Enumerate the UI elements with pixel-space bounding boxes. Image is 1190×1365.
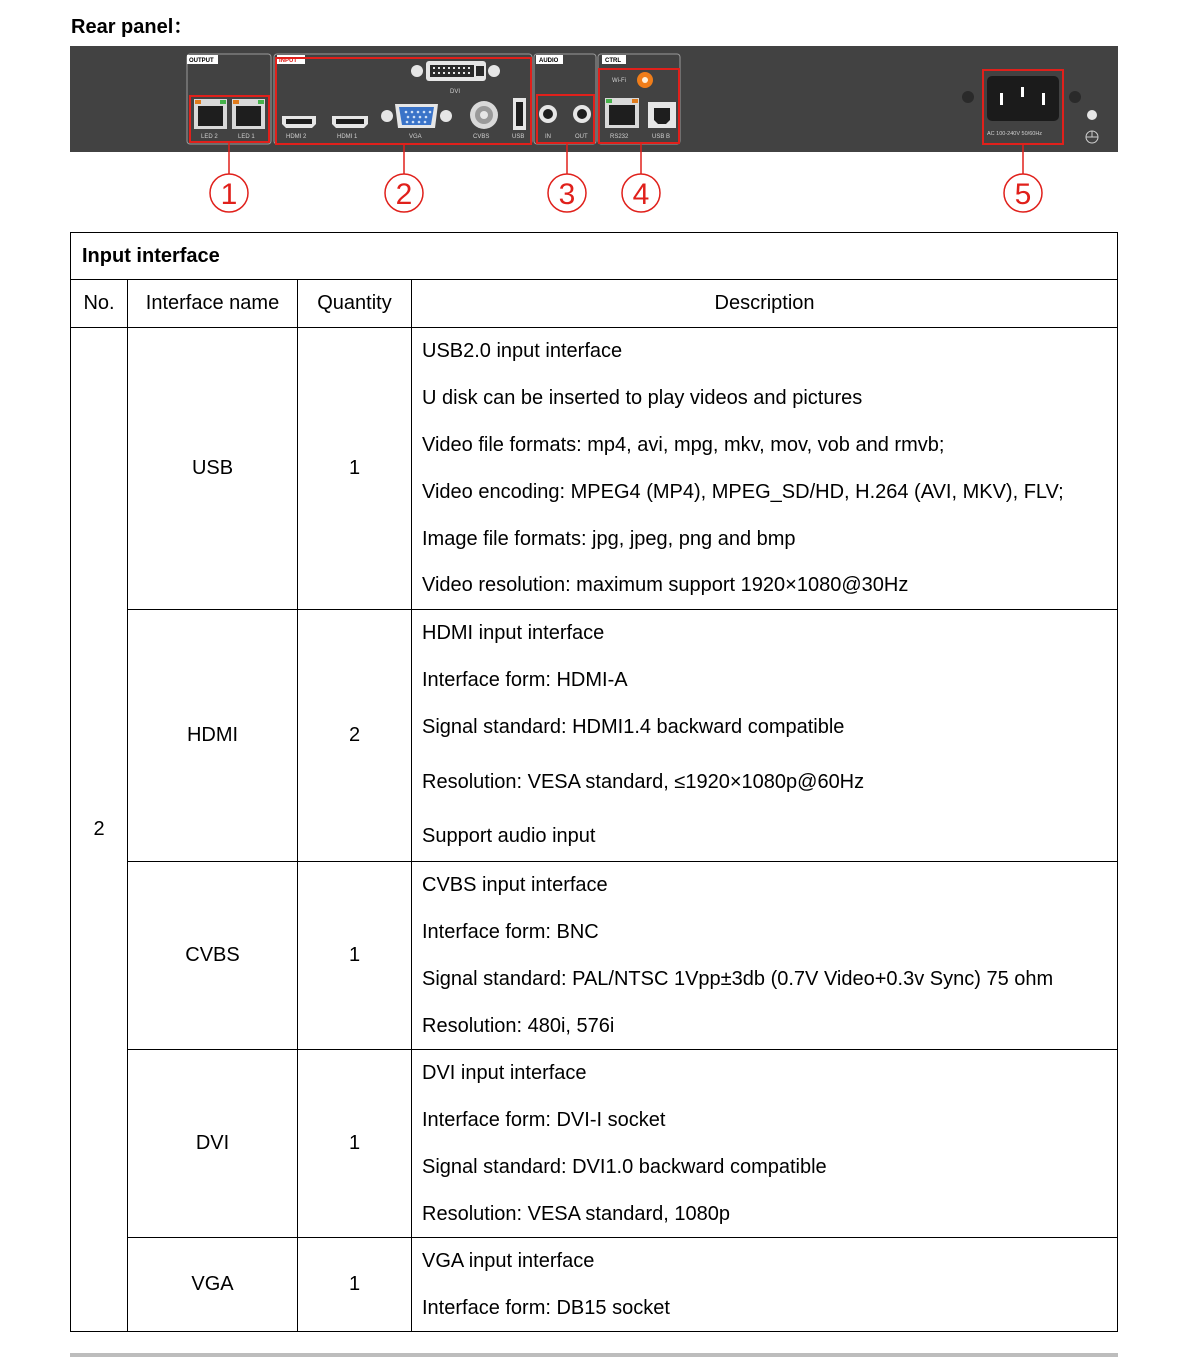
rs232-port — [605, 98, 639, 128]
header-quantity: Quantity — [298, 280, 412, 328]
usb-b-label: USB B — [652, 134, 671, 140]
description-line: Resolution: 480i, 576i — [422, 1014, 615, 1037]
no-cell: 2 — [71, 328, 128, 1332]
led1-port — [232, 99, 265, 129]
audio-out-port — [573, 105, 591, 123]
callout-4 — [622, 174, 660, 212]
rear-panel-illustration — [70, 46, 1118, 216]
description-line: Signal standard: PAL/NTSC 1Vpp±3db (0.7V Video+0.3v Sync) 75 ohm — [422, 968, 1054, 990]
led1-label: LED 1 — [238, 134, 255, 140]
quantity-cell: 2 — [298, 610, 412, 862]
callout-1 — [210, 174, 248, 212]
wifi-antenna-port — [637, 72, 653, 88]
description-line: Interface form: HDMI-A — [422, 669, 628, 691]
callout-5 — [1004, 174, 1042, 212]
usb-label: USB — [512, 134, 525, 140]
input-interface-table — [70, 232, 1118, 1332]
group-label-input: INPUT — [279, 58, 297, 64]
interface-name-cell: CVBS — [128, 862, 298, 1050]
description-cell — [412, 328, 1118, 610]
callout-number: 4 — [632, 178, 650, 211]
description-cell — [412, 1050, 1118, 1238]
hdmi2-port — [282, 116, 316, 128]
callout-number: 1 — [220, 178, 238, 211]
table-row-usb — [71, 328, 1118, 610]
description-line: Video encoding: MPEG4 (MP4), MPEG_SD/HD, H.264 (AVI, MKV), FLV; — [422, 481, 1064, 503]
description-line: Interface form: DB15 socket — [422, 1296, 670, 1319]
page-heading: Rear panel： — [71, 16, 194, 38]
description-line: CVBS input interface — [422, 874, 608, 896]
group-label-ctrl: CTRL — [605, 58, 621, 64]
description-line: USB2.0 input interface — [422, 340, 623, 362]
callout-number: 2 — [395, 178, 413, 211]
quantity-cell: 1 — [298, 1238, 412, 1332]
description-line: Signal standard: DVI1.0 backward compatible — [422, 1156, 827, 1178]
description-line: Support audio input — [422, 824, 596, 847]
hdmi2-label: HDMI 2 — [286, 134, 307, 140]
usb-port — [513, 98, 526, 130]
callout-number: 5 — [1014, 178, 1032, 211]
table-row-cvbs — [71, 862, 1118, 1050]
description-line: VGA input interface — [422, 1250, 595, 1272]
interface-name-cell: HDMI — [128, 610, 298, 862]
group-label-output: OUTPUT — [189, 58, 214, 64]
description-line: Interface form: BNC — [422, 921, 599, 943]
callout-2 — [385, 174, 423, 212]
group-label-audio: AUDIO — [539, 58, 559, 64]
callout-number: 3 — [558, 178, 576, 211]
description-cell — [412, 862, 1118, 1050]
led2-label: LED 2 — [201, 134, 218, 140]
description-line: DVI input interface — [422, 1062, 587, 1084]
description-line: Interface form: DVI-I socket — [422, 1109, 666, 1131]
quantity-cell: 1 — [298, 328, 412, 610]
ground-screw — [1087, 110, 1097, 120]
audio-in-port — [539, 105, 557, 123]
audio-in-label: IN — [545, 134, 551, 140]
quantity-cell: 1 — [298, 862, 412, 1050]
interface-name-cell: VGA — [128, 1238, 298, 1332]
footer-divider — [70, 1353, 1118, 1357]
hdmi1-label: HDMI 1 — [337, 134, 358, 140]
power-inlet — [987, 76, 1059, 121]
hdmi1-port — [332, 116, 368, 128]
rs232-label: RS232 — [610, 134, 629, 140]
table-header-row — [71, 280, 1118, 328]
description-line: Image file formats: jpg, jpeg, png and bmp — [422, 527, 796, 550]
cvbs-label: CVBS — [473, 134, 490, 140]
description-line: Resolution: VESA standard, 1080p — [422, 1202, 730, 1225]
description-line: Video file formats: mp4, avi, mpg, mkv, mov, vob and rmvb; — [422, 434, 945, 456]
quantity-cell: 1 — [298, 1050, 412, 1238]
description-line: Resolution: VESA standard, ≤1920×1080p@60Hz — [422, 770, 865, 793]
table-title: Input interface — [71, 233, 1118, 280]
callout-3 — [548, 174, 586, 212]
header-description: Description — [412, 280, 1118, 328]
led2-port — [194, 99, 227, 129]
wifi-label: Wi-Fi — [612, 78, 626, 84]
cvbs-port — [470, 101, 498, 129]
table-row-hdmi — [71, 610, 1118, 862]
description-line: HDMI input interface — [422, 622, 605, 644]
header-no: No. — [71, 280, 128, 328]
interface-name-cell: DVI — [128, 1050, 298, 1238]
usb-b-port — [648, 102, 676, 128]
audio-out-label: OUT — [575, 134, 588, 140]
table-row-vga — [71, 1238, 1118, 1332]
description-line: U disk can be inserted to play videos and pictures — [422, 387, 863, 409]
power-label: AC 100-240V 50/60Hz — [987, 131, 1043, 137]
header-interface-name: Interface name — [128, 280, 298, 328]
vga-label: VGA — [409, 134, 422, 140]
description-cell — [412, 610, 1118, 862]
table-row-dvi — [71, 1050, 1118, 1238]
description-line: Signal standard: HDMI1.4 backward compatible — [422, 716, 845, 738]
description-line: Video resolution: maximum support 1920×1080@30Hz — [422, 574, 909, 596]
interface-name-cell: USB — [128, 328, 298, 610]
description-cell — [412, 1238, 1118, 1332]
dvi-label: DVI — [450, 89, 461, 95]
